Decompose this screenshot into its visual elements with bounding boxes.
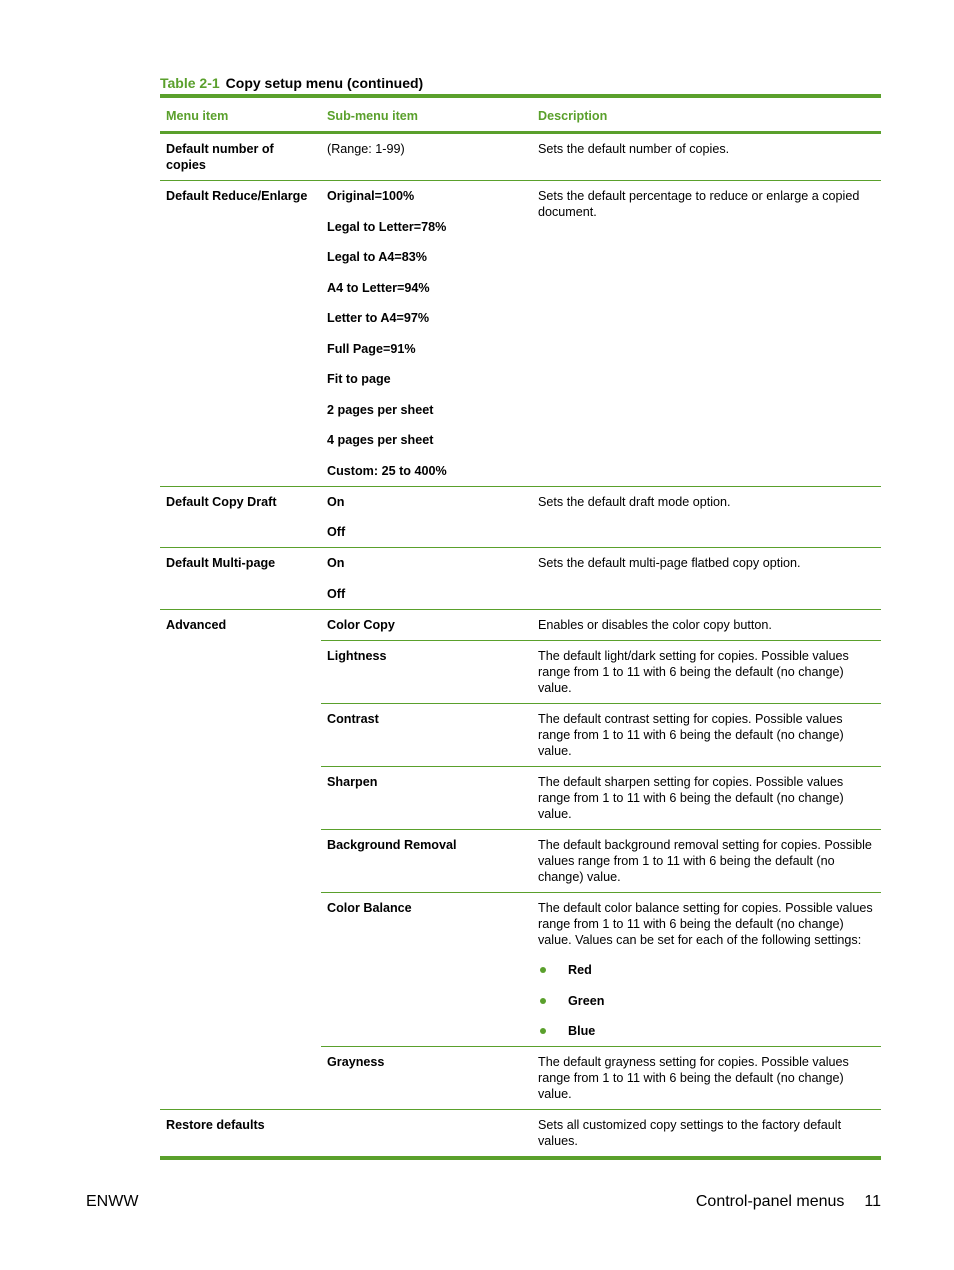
sub-menu-cell: Lightness <box>321 640 532 703</box>
sub-menu-option: Letter to A4=97% <box>327 311 430 325</box>
sub-menu-cell <box>321 486 532 548</box>
footer-right <box>696 1193 881 1211</box>
menu-item-cell: Default Multi-page <box>160 548 321 610</box>
sub-menu-cell: Color Balance <box>321 892 532 1047</box>
menu-item-cell: Advanced <box>160 609 321 1110</box>
copy-setup-table <box>160 94 881 1160</box>
bullet-label: Blue <box>568 1024 596 1038</box>
menu-item-cell: Default Reduce/Enlarge <box>160 181 321 487</box>
sub-menu-option: 2 pages per sheet <box>327 402 434 417</box>
page-number: 11 <box>864 1193 881 1210</box>
bullet-label: Red <box>568 963 592 977</box>
description-cell <box>532 892 881 1047</box>
bullet-icon <box>540 967 546 973</box>
col-header-menu-item: Menu item <box>160 96 321 133</box>
sub-menu-cell: Contrast <box>321 703 532 766</box>
table-row <box>160 486 881 548</box>
header-row <box>160 96 881 133</box>
description-cell: Sets the default number of copies. <box>538 142 730 156</box>
col-header-description: Description <box>532 96 881 133</box>
description-cell: Sets the default percentage to reduce or enlarge a copied document. <box>532 181 881 487</box>
sub-menu-option: Original=100% <box>327 189 415 203</box>
table-title: Copy setup menu (continued) <box>225 75 424 91</box>
menu-item-cell: Restore defaults <box>160 1110 321 1159</box>
sub-menu-option: Off <box>327 525 346 539</box>
sub-menu-cell <box>321 181 532 487</box>
sub-menu-cell <box>321 1110 532 1159</box>
table-row <box>160 133 881 181</box>
sub-menu-option: Legal to A4=83% <box>327 250 427 264</box>
table-row <box>160 1110 881 1159</box>
bullet-item <box>538 962 875 978</box>
description-cell: The default light/dark setting for copies. Possible values range from 1 to 11 with 6 being the default (no change) value. <box>532 640 881 703</box>
sub-menu-option: Off <box>327 586 346 601</box>
table-number: Table 2-1 <box>160 75 220 91</box>
menu-item-cell: Default number of copies <box>166 142 274 172</box>
description-cell: Enables or disables the color copy button. <box>532 609 881 640</box>
bullet-item <box>538 1023 875 1039</box>
sub-menu-option: On <box>327 494 345 509</box>
footer-left-label: ENWW <box>86 1193 139 1210</box>
sub-menu-cell: Background Removal <box>321 829 532 892</box>
sub-menu-cell <box>321 548 532 610</box>
sub-menu-option: Full Page=91% <box>327 341 416 356</box>
table-row <box>160 548 881 610</box>
bullet-item <box>538 993 875 1009</box>
table-caption <box>160 75 423 91</box>
sub-menu-option: Fit to page <box>327 372 391 386</box>
col-header-sub-menu-item: Sub-menu item <box>321 96 532 133</box>
description-cell: The default grayness setting for copies. Possible values range from 1 to 11 with 6 being the default (no change) value. <box>532 1047 881 1110</box>
description-text: The default color balance setting for copies. Possible values range from 1 to 11 with 6 being the default (no change) value. Values can be set for each of the following settings: <box>538 900 873 947</box>
sub-menu-option: On <box>327 556 345 570</box>
bullet-label: Green <box>568 993 605 1008</box>
description-cell: Sets the default draft mode option. <box>532 486 881 548</box>
sub-menu-cell: Sharpen <box>321 766 532 829</box>
sub-menu-cell: Color Copy <box>321 609 532 640</box>
sub-menu-option: Custom: 25 to 400% <box>327 463 447 478</box>
bullet-icon <box>540 1028 546 1034</box>
table-row <box>160 181 881 487</box>
description-cell: Sets all customized copy settings to the factory default values. <box>532 1110 881 1159</box>
bullet-icon <box>540 998 546 1004</box>
description-cell: The default contrast setting for copies. Possible values range from 1 to 11 with 6 being the default (no change) value. <box>532 703 881 766</box>
footer-section-title: Control-panel menus <box>695 1193 845 1210</box>
sub-menu-option: 4 pages per sheet <box>327 433 434 447</box>
description-cell: Sets the default multi-page flatbed copy option. <box>532 548 881 610</box>
table-row <box>160 609 881 640</box>
menu-item-cell: Default Copy Draft <box>160 486 321 548</box>
sub-menu-option: Legal to Letter=78% <box>327 219 447 234</box>
description-cell: The default sharpen setting for copies. Possible values range from 1 to 11 with 6 being the default (no change) value. <box>532 766 881 829</box>
sub-menu-option: A4 to Letter=94% <box>327 280 430 295</box>
sub-menu-cell: Grayness <box>321 1047 532 1110</box>
sub-menu-cell: (Range: 1-99) <box>327 142 405 156</box>
description-cell: The default background removal setting for copies. Possible values range from 1 to 11 with 6 being the default (no change) value. <box>532 829 881 892</box>
